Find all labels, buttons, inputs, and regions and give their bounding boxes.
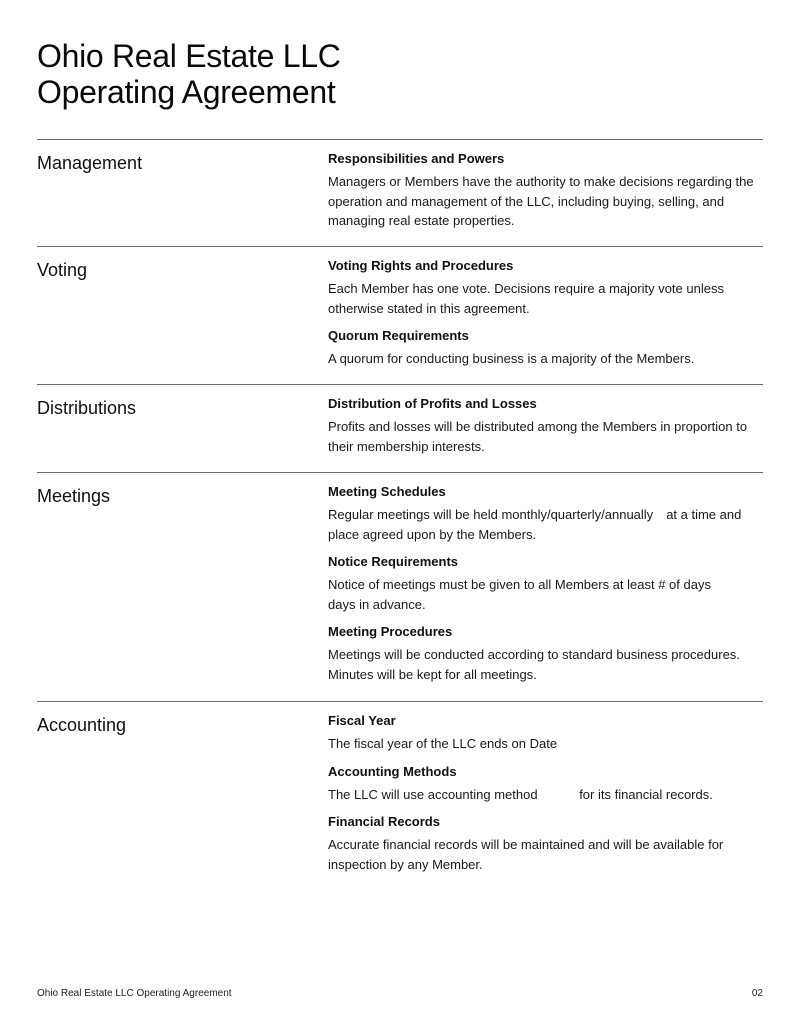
- clause-meeting-schedules: [328, 484, 763, 544]
- clause-text: A quorum for conducting business is a majority of the Members.: [328, 351, 695, 366]
- notice-days-field[interactable]: # of days: [658, 577, 711, 592]
- clause-text-before: Regular meetings will be held: [328, 507, 502, 522]
- section-voting: [37, 246, 763, 384]
- clause-notice-requirements: [328, 554, 763, 614]
- clause-text: Managers or Members have the authority to make decisions regarding the operation and management of the LLC, including buying, selling, and managing real estate properties.: [328, 174, 754, 228]
- section-label: Accounting: [37, 715, 127, 735]
- clause-heading: Quorum Requirements: [328, 328, 469, 343]
- clause-financial-records: [328, 814, 763, 874]
- clause-accounting-methods: [328, 764, 763, 805]
- section-body: [328, 713, 763, 901]
- clause-text: Profits and losses will be distributed among the Members in proportion to their membership interests.: [328, 419, 748, 454]
- clause-text: [328, 785, 763, 805]
- clause-heading: Fiscal Year: [328, 713, 396, 728]
- section-label: Management: [37, 153, 143, 173]
- clause-text-before: The LLC will use accounting method: [328, 786, 542, 802]
- clause-text: [328, 575, 763, 614]
- clause-voting-rights: [328, 258, 763, 318]
- section-management: [37, 139, 763, 246]
- section-accounting: [37, 701, 763, 901]
- section-body: [328, 151, 763, 246]
- clause-heading: Responsibilities and Powers: [328, 151, 505, 166]
- clause-heading: Voting Rights and Procedures: [328, 258, 514, 273]
- clause-fiscal-year: [328, 713, 763, 754]
- section-label: Voting: [37, 260, 88, 280]
- fiscal-year-end-date-field[interactable]: Date: [529, 736, 558, 751]
- section-body: [328, 258, 763, 384]
- section-distributions: [37, 384, 763, 472]
- section-meetings: [37, 472, 763, 701]
- clause-text-before: The fiscal year of the LLC ends on: [328, 736, 530, 751]
- clause-text-after: days in advance.: [328, 596, 426, 612]
- clause-distribution-profits: [328, 396, 763, 456]
- clause-heading: Accounting Methods: [328, 763, 457, 779]
- page-title: [37, 38, 341, 110]
- section-label: Distributions: [37, 398, 137, 418]
- footer-document-name: Ohio Real Estate LLC Operating Agreement: [37, 988, 232, 999]
- clause-heading: Meeting Procedures: [328, 624, 453, 639]
- page-footer: [37, 988, 763, 999]
- clause-responsibilities: [328, 151, 763, 231]
- clause-text-after: for its financial records.: [579, 786, 713, 802]
- clause-heading: Meeting Schedules: [328, 484, 446, 499]
- title-line-2: Operating Agreement: [37, 74, 336, 110]
- page-number: 02: [751, 988, 763, 999]
- clause-heading: Financial Records: [328, 814, 440, 829]
- section-label: Meetings: [37, 486, 111, 506]
- clause-heading: Notice Requirements: [328, 554, 459, 569]
- sections-list: [37, 139, 763, 901]
- section-body: [328, 396, 763, 472]
- clause-text: [328, 734, 763, 754]
- meeting-frequency-field[interactable]: monthly/quarterly/annually: [501, 507, 654, 522]
- clause-text-after: at a time and place agreed upon by the Members.: [328, 507, 742, 542]
- clause-quorum: [328, 328, 763, 369]
- clause-text: Each Member has one vote. Decisions require a majority vote unless otherwise stated in this agreement.: [328, 281, 724, 316]
- clause-meeting-procedures: [328, 624, 763, 684]
- clause-text-before: Notice of meetings must be given to all Members at least: [328, 577, 659, 592]
- clause-heading: Distribution of Profits and Losses: [328, 396, 537, 411]
- section-body: [328, 484, 763, 701]
- clause-text: Accurate financial records will be maintained and will be available for inspection by any Member.: [328, 837, 724, 872]
- title-line-1: Ohio Real Estate LLC: [37, 38, 341, 74]
- clause-text: Meetings will be conducted according to standard business procedures. Minutes will be kept for all meetings.: [328, 647, 740, 682]
- clause-text: [328, 505, 763, 544]
